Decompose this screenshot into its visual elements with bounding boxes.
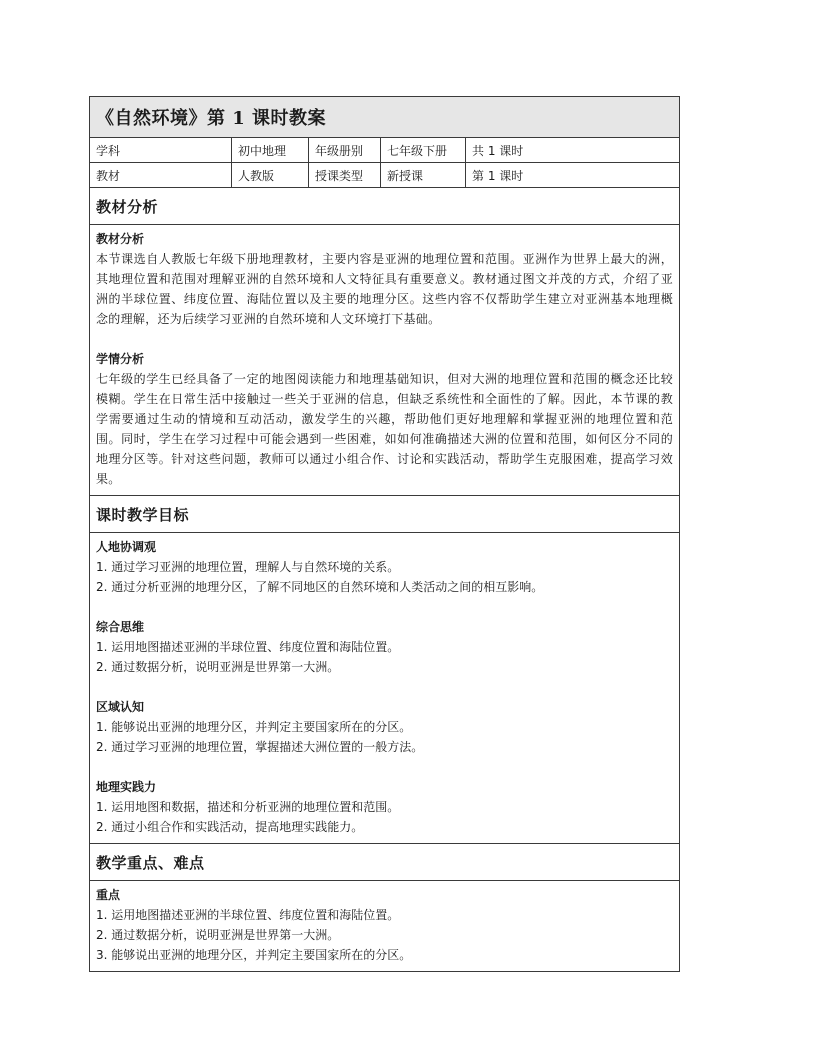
info-textbook-value: 人教版 xyxy=(232,163,309,187)
info-subject-value: 初中地理 xyxy=(232,138,309,162)
goal-item: 2. 通过分析亚洲的地理分区，了解不同地区的自然环境和人类活动之间的相互影响。 xyxy=(96,580,544,594)
material-analysis-title: 教材分析 xyxy=(96,232,145,246)
goal-group-title: 区域认知 xyxy=(96,700,145,714)
info-grade-value: 七年级下册 xyxy=(381,138,466,162)
goal-group-title: 综合思维 xyxy=(96,620,145,634)
keypoint-item: 2. 通过数据分析，说明亚洲是世界第一大洲。 xyxy=(96,928,340,942)
info-subject-label: 学科 xyxy=(90,138,232,162)
goal-item: 1. 能够说出亚洲的地理分区，并判定主要国家所在的分区。 xyxy=(96,720,412,734)
keypoints-body xyxy=(90,881,679,971)
goals-heading: 课时教学目标 xyxy=(90,496,679,533)
analysis-body xyxy=(90,225,679,496)
keypoints-title: 重点 xyxy=(96,888,121,902)
goals-body xyxy=(90,533,679,844)
info-lesson-number: 第 1 课时 xyxy=(472,168,524,183)
document-title: 《自然环境》第 1 课时教案 xyxy=(90,97,679,138)
info-total-lessons: 共 1 课时 xyxy=(472,143,524,158)
keypoint-item: 3. 能够说出亚洲的地理分区，并判定主要国家所在的分区。 xyxy=(96,948,412,962)
student-analysis-text: 七年级的学生已经具备了一定的地图阅读能力和地理基础知识，但对大洲的地理位置和范围的概念还比较模糊。学生在日常生活中接触过一些关于亚洲的信息，但缺乏系统性和全面性的了解。因此，本节课的教学需要通过生动的情境和互动活动，激发学生的兴趣，帮助他们更好地理解和掌握亚洲的地理位置和范围。同时，学生在学习过程中可能会遇到一些困难，如如何准确描述大洲的位置和范围，如何区分不同的地理分区等。针对这些问题，教师可以通过小组合作、讨论和实践活动，帮助学生克服困难，提高学习效果。 xyxy=(96,372,673,486)
info-row-1 xyxy=(90,138,679,163)
info-type-label: 授课类型 xyxy=(309,163,381,187)
lesson-plan-table xyxy=(89,96,680,972)
keypoints-heading: 教学重点、难点 xyxy=(90,844,679,881)
goal-item: 2. 通过数据分析，说明亚洲是世界第一大洲。 xyxy=(96,660,340,674)
info-row-2 xyxy=(90,163,679,188)
material-analysis-text: 本节课选自人教版七年级下册地理教材，主要内容是亚洲的地理位置和范围。亚洲作为世界上最大的洲，其地理位置和范围对理解亚洲的自然环境和人文特征具有重要意义。教材通过图文并茂的方式，介绍了亚洲的半球位置、纬度位置、海陆位置以及主要的地理分区。这些内容不仅帮助学生建立对亚洲基本地理概念的理解，还为后续学习亚洲的自然环境和人文环境打下基础。 xyxy=(96,252,673,326)
goal-item: 2. 通过小组合作和实践活动，提高地理实践能力。 xyxy=(96,820,364,834)
info-textbook-label: 教材 xyxy=(90,163,232,187)
goal-item: 1. 通过学习亚洲的地理位置，理解人与自然环境的关系。 xyxy=(96,560,400,574)
info-grade-label: 年级册别 xyxy=(309,138,381,162)
goal-group-title: 人地协调观 xyxy=(96,540,157,554)
goal-item: 2. 通过学习亚洲的地理位置，掌握描述大洲位置的一般方法。 xyxy=(96,740,424,754)
student-analysis-title: 学情分析 xyxy=(96,352,145,366)
info-type-value: 新授课 xyxy=(381,163,466,187)
goal-item: 1. 运用地图和数据，描述和分析亚洲的地理位置和范围。 xyxy=(96,800,400,814)
goal-group-title: 地理实践力 xyxy=(96,780,157,794)
keypoint-item: 1. 运用地图描述亚洲的半球位置、纬度位置和海陆位置。 xyxy=(96,908,400,922)
analysis-heading: 教材分析 xyxy=(90,188,679,225)
goal-item: 1. 运用地图描述亚洲的半球位置、纬度位置和海陆位置。 xyxy=(96,640,400,654)
